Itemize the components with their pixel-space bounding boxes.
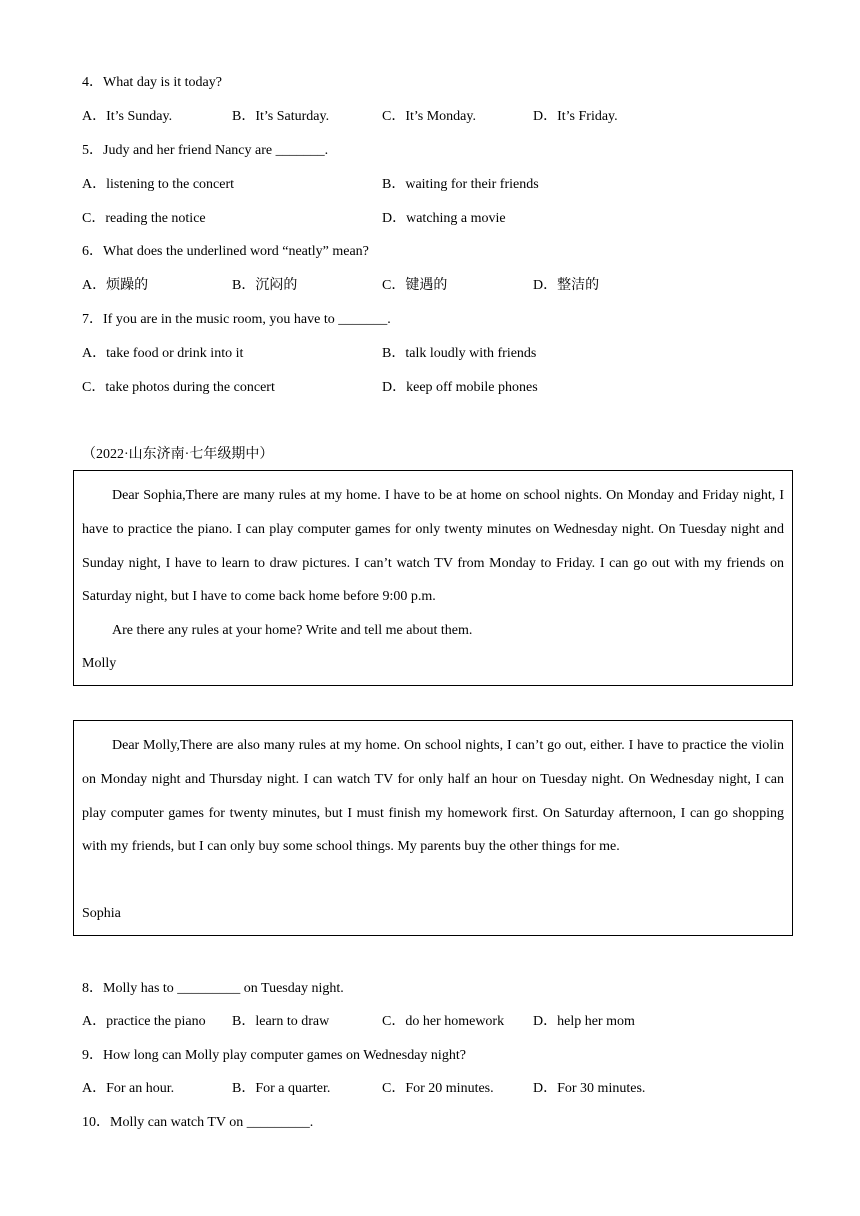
q6-option-d[interactable]: D．整洁的 (533, 278, 600, 293)
question-5-stem: 5．Judy and her friend Nancy are _______. (82, 143, 329, 158)
letter-sophia-box (73, 720, 793, 936)
q8-option-a[interactable]: A．practice the piano (82, 1014, 206, 1029)
question-8-stem: 8．Molly has to _________ on Tuesday night. (82, 981, 344, 996)
q7-option-d[interactable]: D．keep off mobile phones (382, 380, 538, 395)
q9-option-a[interactable]: A．For an hour. (82, 1081, 175, 1096)
source-label: （2022·山东济南·七年级期中） (82, 447, 274, 462)
letter-molly-question: Are there any rules at your home? Write and tell me about them. (112, 623, 473, 638)
letter-molly-signature: Molly (82, 656, 117, 671)
letter-molly-body: Dear Sophia,There are many rules at my home. I have to be at home on school nights. On Monday and Friday night, I have to practice the piano. I can play computer games for only twenty minutes on Wednesday night. On Tuesday night and Sunday night, I have to learn to draw pictures. I can’t watch TV from Monday to Friday. I can go out with my friends on Saturday night, but I have to come back home before 9:00 p.m. (82, 488, 784, 605)
q4-option-a[interactable]: A．It’s Sunday. (82, 109, 173, 124)
question-9-stem: 9．How long can Molly play computer games on Wednesday night? (82, 1048, 466, 1063)
q9-option-b[interactable]: B．For a quarter. (232, 1081, 331, 1096)
q5-option-c[interactable]: C．reading the notice (82, 211, 206, 226)
q8-option-b[interactable]: B．learn to draw (232, 1014, 330, 1029)
question-6-stem: 6．What does the underlined word “neatly” mean? (82, 244, 369, 259)
q7-option-a[interactable]: A．take food or drink into it (82, 346, 244, 361)
q7-option-b[interactable]: B．talk loudly with friends (382, 346, 537, 361)
q5-option-d[interactable]: D．watching a movie (382, 211, 506, 226)
q4-option-b[interactable]: B．It’s Saturday. (232, 109, 330, 124)
q6-option-b[interactable]: B．沉闷的 (232, 278, 298, 293)
q8-option-c[interactable]: C．do her homework (382, 1014, 505, 1029)
letter-molly-box (73, 470, 793, 686)
q7-option-c[interactable]: C．take photos during the concert (82, 380, 275, 395)
letter-sophia-body: Dear Molly,There are also many rules at my home. On school nights, I can’t go out, either. I have to practice the violin on Monday night and Thursday night. I can watch TV for only half an hour on Tuesday night. On Wednesday night, I can play computer games for twenty minutes, but I must finish my homework first. On Saturday afternoon, I can go shopping with my friends, but I can only buy some school things. My parents buy the other things for me. (82, 738, 784, 855)
q8-option-d[interactable]: D．help her mom (533, 1014, 635, 1029)
q5-option-b[interactable]: B．waiting for their friends (382, 177, 539, 192)
question-10-stem: 10．Molly can watch TV on _________. (82, 1115, 314, 1130)
q4-option-c[interactable]: C．It’s Monday. (382, 109, 476, 124)
q4-option-d[interactable]: D．It’s Friday. (533, 109, 618, 124)
q9-option-c[interactable]: C．For 20 minutes. (382, 1081, 494, 1096)
q6-option-c[interactable]: C．键遇的 (382, 278, 448, 293)
q6-option-a[interactable]: A．烦躁的 (82, 278, 149, 293)
question-4-stem: 4．What day is it today? (82, 75, 222, 90)
q5-option-a[interactable]: A．listening to the concert (82, 177, 235, 192)
q9-option-d[interactable]: D．For 30 minutes. (533, 1081, 646, 1096)
question-7-stem: 7．If you are in the music room, you have to _______. (82, 312, 391, 327)
letter-sophia-signature: Sophia (82, 906, 121, 921)
